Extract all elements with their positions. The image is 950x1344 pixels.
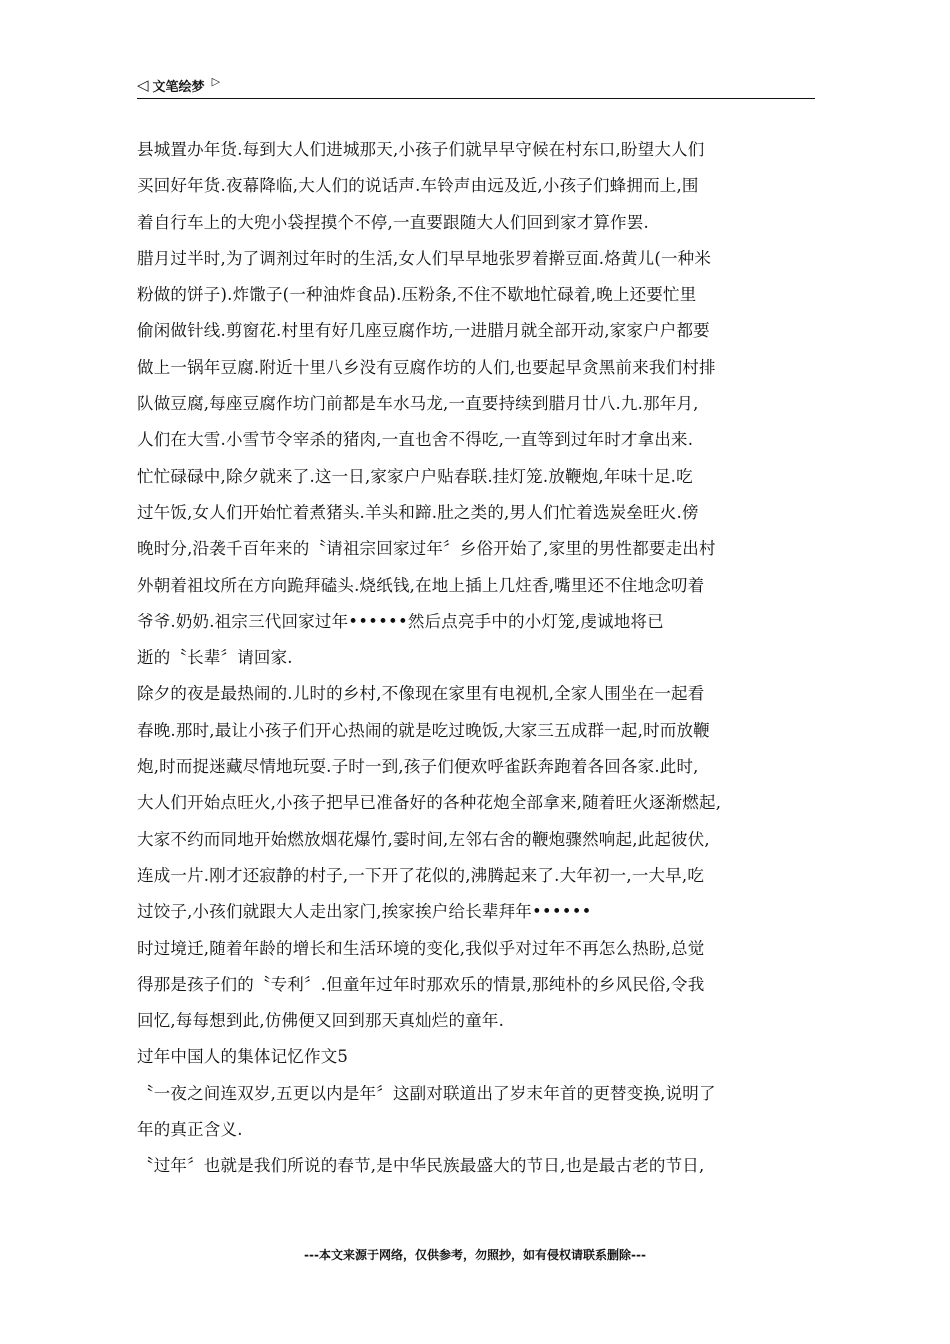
text-line: 连成一片.刚才还寂静的村子,一下开了花似的,沸腾起来了.大年初一,一大早,吃 bbox=[137, 865, 705, 885]
text-line: 大人们开始点旺火,小孩子把早已准备好的各种花炮全部拿来,随着旺火逐渐燃起, bbox=[137, 793, 722, 813]
text-line: 队做豆腐,每座豆腐作坊门前都是车水马龙,一直要持续到腊月廿八.九.那年月, bbox=[137, 394, 699, 414]
page-footer: ---本文来源于网络，仅供参考，勿照抄，如有侵权请联系删除--- bbox=[304, 1248, 646, 1262]
text-line: 腊月过半时,为了调剂过年时的生活,女人们早早地张罗着擀豆面.烙黄儿(一种米 bbox=[137, 248, 712, 268]
text-line: 回忆,每每想到此,仿佛便又回到那天真灿烂的童年. bbox=[137, 1011, 505, 1031]
text-line: 年的真正含义. bbox=[137, 1120, 243, 1140]
text-line: 晚时分,沿袭千百年来的〝请祖宗回家过年〞乡俗开始了,家里的男性都要走出村 bbox=[137, 539, 716, 559]
text-line: 人们在大雪.小雪节令宰杀的猪肉,一直也舍不得吃,一直等到过年时才拿出来. bbox=[137, 430, 694, 450]
text-line: 县城置办年货.每到大人们进城那天,小孩子们就早早守候在村东口,盼望大人们 bbox=[137, 140, 705, 159]
text-line: 着自行车上的大兜小袋捏摸个不停,一直要跟随大人们回到家才算作罢. bbox=[137, 212, 649, 232]
text-line: 〝一夜之间连双岁,五更以内是年〞这副对联道出了岁末年首的更替变换,说明了 bbox=[137, 1083, 716, 1103]
text-line: 除夕的夜是最热闹的.儿时的乡村,不像现在家里有电视机,全家人围坐在一起看 bbox=[137, 684, 705, 704]
text-line: 粉做的饼子).炸馓子(一种油炸食品).压粉条,不住不歇地忙碌着,晚上还要忙里 bbox=[137, 285, 697, 305]
text-line: 时过境迁,随着年龄的增长和生活环境的变化,我似乎对过年不再怎么热盼,总觉 bbox=[137, 938, 705, 958]
text-line: 做上一锅年豆腐.附近十里八乡没有豆腐作坊的人们,也要起早贪黑前来我们村排 bbox=[137, 357, 716, 377]
text-line: 忙忙碌碌中,除夕就来了.这一日,家家户户贴春联.挂灯笼.放鞭炮,年味十足.吃 bbox=[137, 466, 693, 486]
text-line: 逝的〝长辈〞请回家. bbox=[137, 648, 293, 668]
text-line: 过年中国人的集体记忆作文5 bbox=[137, 1047, 349, 1067]
right-triangle-icon: ▷ bbox=[211, 75, 221, 88]
text-line: 买回好年货.夜幕降临,大人们的说话声.车铃声由远及近,小孩子们蜂拥而上,围 bbox=[137, 176, 699, 196]
text-line: 外朝着祖坟所在方向跪拜磕头.烧纸钱,在地上插上几炷香,嘴里还不住地念叨着 bbox=[137, 575, 705, 595]
text-line: 爷爷.奶奶.祖宗三代回家过年••••••然后点亮手中的小灯笼,虔诚地将已 bbox=[137, 611, 664, 631]
text-line: 炮,时而捉迷藏尽情地玩耍.子时一到,孩子们便欢呼雀跃奔跑着各回各家.此时, bbox=[137, 757, 699, 777]
text-line: 〝过年〞也就是我们所说的春节,是中华民族最盛大的节日,也是最古老的节日, bbox=[137, 1156, 705, 1176]
left-triangle-icon: ◁ bbox=[137, 76, 149, 94]
text-line: 得那是孩子们的〝专利〞.但童年过年时那欢乐的情景,那纯朴的乡风民俗,令我 bbox=[137, 974, 705, 994]
header-title-group bbox=[137, 76, 220, 95]
text-line: 大家不约而同地开始燃放烟花爆竹,霎时间,左邻右舍的鞭炮骤然响起,此起彼伏, bbox=[137, 829, 710, 849]
text-line: 过午饭,女人们开始忙着煮猪头.羊头和蹄.肚之类的,男人们忙着选炭垒旺火.傍 bbox=[137, 502, 699, 522]
text-line: 偷闲做针线.剪窗花.村里有好几座豆腐作坊,一进腊月就全部开动,家家户户都要 bbox=[137, 321, 710, 341]
page-header bbox=[137, 70, 815, 99]
text-line: 春晚.那时,最让小孩子们开心热闹的就是吃过晚饭,大家三五成群一起,时而放鞭 bbox=[137, 720, 710, 740]
document-body bbox=[137, 132, 827, 1185]
text-line: 过饺子,小孩们就跟大人走出家门,挨家挨户给长辈拜年•••••• bbox=[137, 902, 592, 922]
header-title: 文笔绘梦 bbox=[152, 80, 205, 95]
